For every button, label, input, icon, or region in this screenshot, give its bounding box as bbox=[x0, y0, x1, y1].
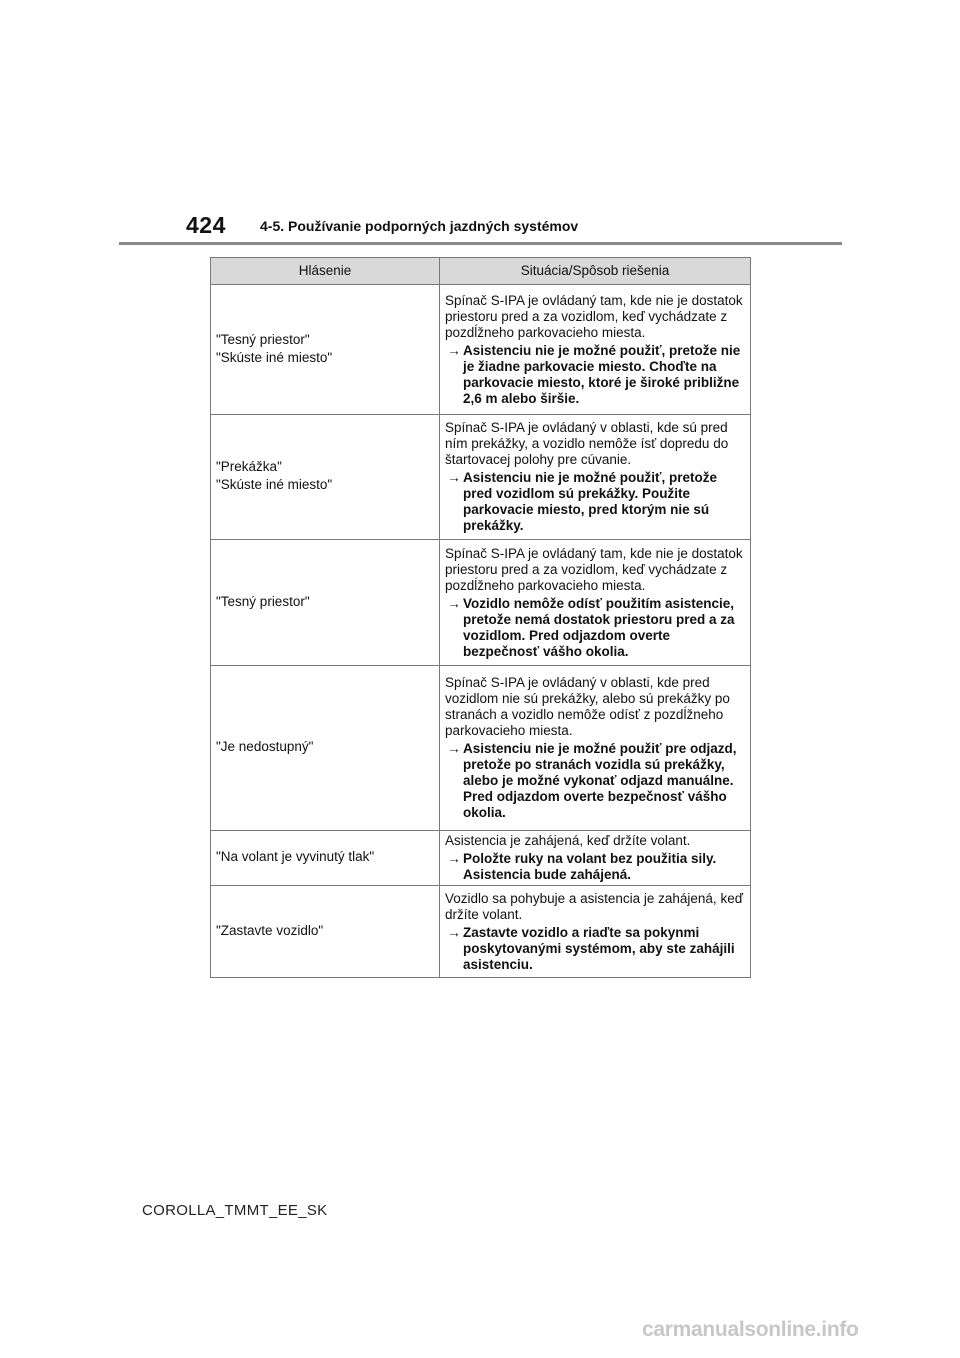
page-number: 424 bbox=[186, 212, 226, 238]
action-item bbox=[445, 851, 745, 883]
arrow-right-icon: → bbox=[447, 741, 461, 756]
table-body bbox=[211, 285, 751, 978]
arrow-right-icon: → bbox=[447, 924, 461, 940]
arrow-right-icon: → bbox=[447, 595, 461, 611]
message-cell bbox=[211, 415, 440, 540]
message-cell bbox=[211, 285, 440, 415]
message-cell bbox=[211, 831, 440, 886]
situation-text: Spínač S-IPA je ovládaný tam, kde nie je dostatok priestoru pred a za vozidlom, keď vychádzate z pozdĺžneho parkovacieho miesta. bbox=[445, 545, 743, 593]
message-text: "Skúste iné miesto" bbox=[216, 477, 333, 492]
arrow-right-icon: → bbox=[447, 342, 461, 358]
table-row bbox=[211, 831, 751, 886]
header-divider bbox=[119, 242, 842, 245]
table-row bbox=[211, 540, 751, 666]
arrow-right-icon: → bbox=[447, 470, 461, 485]
table-row bbox=[211, 415, 751, 540]
table-row bbox=[211, 886, 751, 978]
action-text: Vozidlo nemôže odísť použitím asistencie, pretože nemá dostatok priestoru pred a za vozidlom. Pred odjazdom overte bezpečnosť vášho okolia. bbox=[463, 595, 735, 659]
arrow-right-icon: → bbox=[447, 851, 461, 866]
action-text: Asistenciu nie je možné použiť, pretože pred vozidlom sú prekážky. Použite parkovacie miesto, pred ktorým nie sú prekážky. bbox=[463, 470, 718, 533]
message-cell bbox=[211, 666, 440, 831]
column-header-message: Hlásenie bbox=[211, 258, 440, 285]
table-row bbox=[211, 666, 751, 831]
column-header-situation: Situácia/Spôsob riešenia bbox=[440, 258, 751, 285]
message-text: "Je nedostupný" bbox=[216, 739, 314, 754]
action-text: Položte ruky na volant bez použitia sily. Asistencia bude zahájená. bbox=[463, 851, 717, 882]
section-title: 4-5. Používanie podporných jazdných systémov bbox=[260, 218, 579, 234]
action-text: Asistenciu nie je možné použiť, pretože nie je žiadne parkovacie miesto. Choďte na parkovacie miesto, ktoré je široké približne 2,6 m alebo širšie. bbox=[463, 342, 741, 406]
situation-text: Spínač S-IPA je ovládaný tam, kde nie je dostatok priestoru pred a za vozidlom, keď vychádzate z pozdĺžneho parkovacieho miesta. bbox=[445, 292, 743, 340]
message-cell bbox=[211, 540, 440, 666]
action-item bbox=[445, 470, 745, 534]
table-header-row bbox=[211, 258, 751, 285]
message-text: "Prekážka" bbox=[216, 459, 282, 474]
situation-text: Vozidlo sa pohybuje a asistencia je zahájená, keď držíte volant. bbox=[445, 890, 743, 922]
action-item bbox=[445, 741, 745, 821]
message-text: "Tesný priestor" bbox=[216, 593, 310, 609]
table-row bbox=[211, 285, 751, 415]
action-text: Asistenciu nie je možné použiť pre odjazd, pretože po stranách vozidla sú prekážky, alebo je možné vykonať odjazd manuálne. Pred odjazdom overte bezpečnosť vášho okolia. bbox=[463, 741, 737, 820]
message-table bbox=[210, 257, 751, 978]
message-text: "Na volant je vyvinutý tlak" bbox=[216, 849, 375, 864]
document-code: COROLLA_TMMT_EE_SK bbox=[142, 1202, 328, 1219]
situation-cell bbox=[440, 831, 751, 886]
message-cell bbox=[211, 886, 440, 978]
site-watermark: carmanualsonline.info bbox=[642, 1318, 859, 1341]
situation-cell bbox=[440, 415, 751, 540]
situation-text: Spínač S-IPA je ovládaný v oblasti, kde sú pred ním prekážky, a vozidlo nemôže ísť dopredu do štartovacej polohy pre cúvanie. bbox=[445, 420, 729, 467]
situation-cell bbox=[440, 666, 751, 831]
situation-cell bbox=[440, 540, 751, 666]
message-text: "Zastavte vozidlo" bbox=[216, 922, 324, 938]
message-text: "Tesný priestor" bbox=[216, 331, 310, 347]
situation-cell bbox=[440, 285, 751, 415]
situation-cell bbox=[440, 886, 751, 978]
action-text: Zastavte vozidlo a riaďte sa pokynmi poskytovanými systémom, aby ste zahájili asistenciu. bbox=[463, 924, 735, 972]
situation-text: Asistencia je zahájená, keď držíte volant. bbox=[445, 833, 691, 848]
message-text: "Skúste iné miesto" bbox=[216, 349, 333, 365]
action-item bbox=[445, 925, 745, 973]
action-item bbox=[445, 596, 745, 660]
situation-text: Spínač S-IPA je ovládaný v oblasti, kde pred vozidlom nie sú prekážky, alebo sú prekážky po stranách a vozidlo nemôže odísť z pozdĺžneho parkovacieho miesta. bbox=[445, 675, 730, 738]
action-item bbox=[445, 343, 745, 407]
